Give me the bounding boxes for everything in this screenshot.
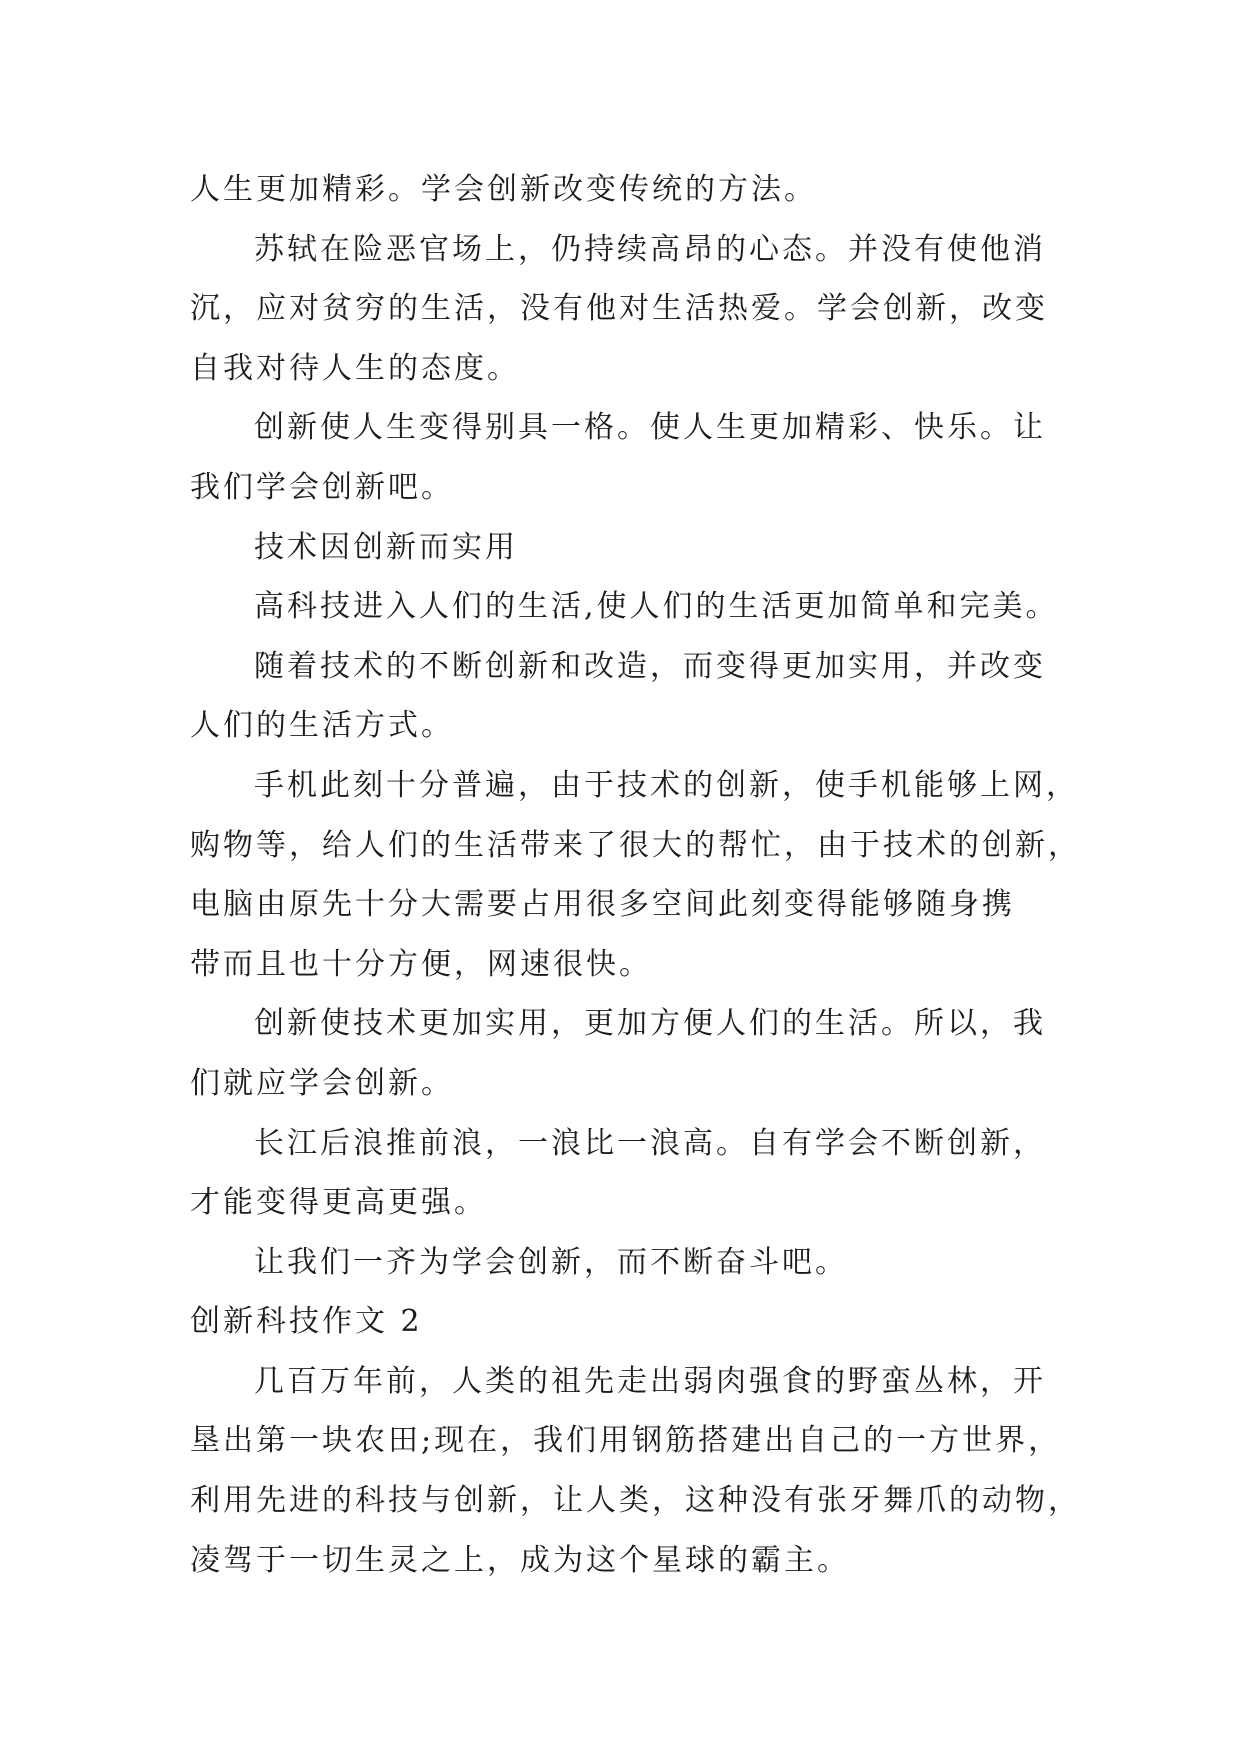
text-line: 凌驾于一切生灵之上，成为这个星球的霸主。 (190, 1542, 850, 1578)
text-line: 高科技进入人们的生活,使人们的生活更加简单和完美。 (254, 589, 1059, 625)
text-line: 们就应学会创新。 (190, 1065, 454, 1101)
text-line: 购物等，给人们的生活带来了很大的帮忙，由于技术的创新， (190, 827, 1081, 863)
text-line: 我们学会创新吧。 (190, 469, 454, 505)
text-line: 长江后浪推前浪，一浪比一浪高。自有学会不断创新， (254, 1125, 1046, 1161)
essay-title: 创新科技作文 2 (190, 1304, 423, 1340)
text-line: 自我对待人生的态度。 (190, 350, 520, 386)
text-line: 人生更加精彩。学会创新改变传统的方法。 (190, 172, 817, 207)
text-line: 几百万年前，人类的祖先走出弱肉强食的野蛮丛林，开 (254, 1363, 1046, 1399)
text-line: 让我们一齐为学会创新，而不断奋斗吧。 (254, 1244, 848, 1280)
text-line: 利用先进的科技与创新，让人类，这种没有张牙舞爪的动物， (190, 1483, 1081, 1519)
text-line: 带而且也十分方便，网速很快。 (190, 946, 652, 982)
text-line: 创新使人生变得别具一格。使人生更加精彩、快乐。让 (254, 410, 1046, 446)
text-line: 才能变得更高更强。 (190, 1185, 487, 1221)
text-line: 人们的生活方式。 (190, 708, 454, 744)
text-line: 垦出第一块农田;现在，我们用钢筋搭建出自己的一方世界， (190, 1423, 1062, 1459)
text-line: 电脑由原先十分大需要占用很多空间此刻变得能够随身携 (190, 887, 1015, 923)
text-line: 苏轼在险恶官场上，仍持续高昂的心态。并没有使他消 (254, 231, 1046, 267)
text-line: 手机此刻十分普遍，由于技术的创新，使手机能够上网， (254, 767, 1079, 803)
text-line: 创新使技术更加实用，更加方便人们的生活。所以，我 (254, 1006, 1046, 1042)
text-line: 沉，应对贫穷的生活，没有他对生活热爱。学会创新，改变 (190, 291, 1048, 327)
section-heading: 技术因创新而实用 (254, 529, 518, 565)
text-line: 随着技术的不断创新和改造，而变得更加实用，并改变 (254, 648, 1046, 684)
document-body (190, 160, 1081, 1590)
